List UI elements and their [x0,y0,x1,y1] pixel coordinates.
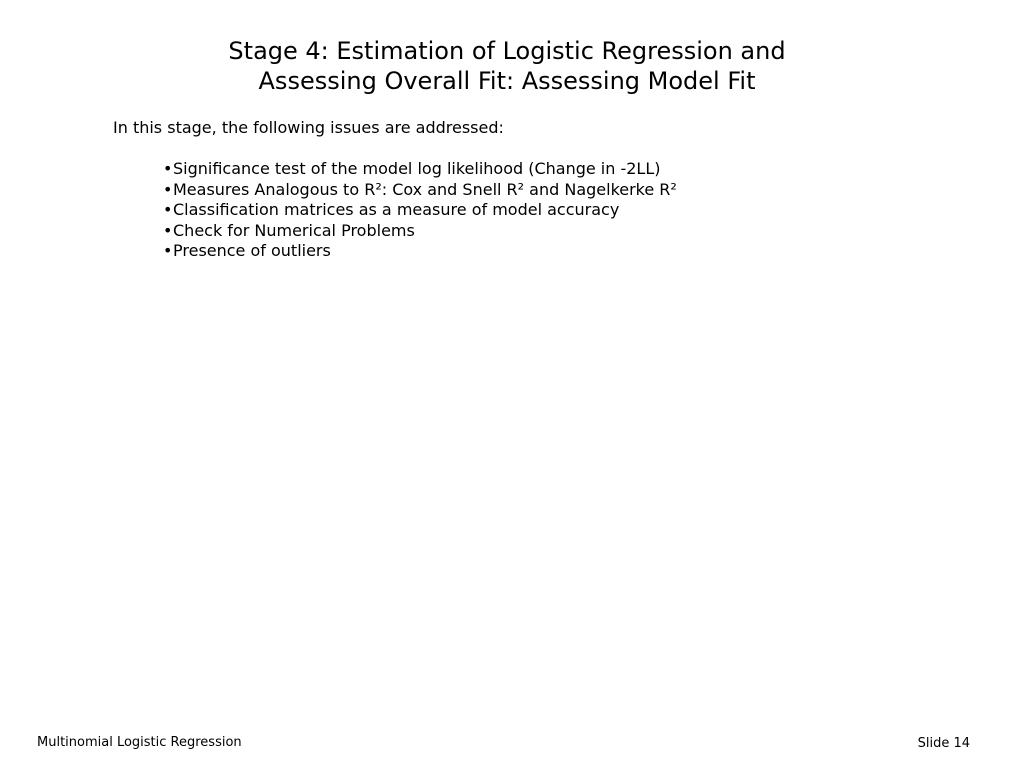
bullet-icon: • [163,220,173,240]
slide-title [112,36,902,96]
bullet-text: Measures Analogous to R²: Cox and Snell R² and Nagelkerke R² [173,179,677,199]
bullet-item [163,221,677,242]
footer-slide-number: Slide 14 [917,736,970,751]
slide-title-line: Stage 4: Estimation of Logistic Regression and [228,37,786,65]
bullet-text: Presence of outliers [173,241,331,260]
bullet-list [163,159,677,262]
bullet-icon: • [163,159,173,178]
bullet-text: Check for Numerical Problems [173,220,415,240]
bullet-item [163,159,677,180]
slide-title-line: Assessing Overall Fit: Assessing Model Fit [258,67,756,95]
bullet-icon: • [163,241,173,260]
bullet-text: Classification matrices as a measure of model accuracy [173,200,620,219]
bullet-text: Significance test of the model log likelihood (Change in -2LL) [173,159,661,178]
bullet-icon: • [163,179,173,199]
footer-presentation-title: Multinomial Logistic Regression [37,735,242,750]
bullet-item [163,180,677,201]
intro-text: In this stage, the following issues are addressed: [113,118,504,137]
bullet-icon: • [163,200,173,219]
bullet-item [163,200,677,221]
bullet-item [163,241,677,262]
